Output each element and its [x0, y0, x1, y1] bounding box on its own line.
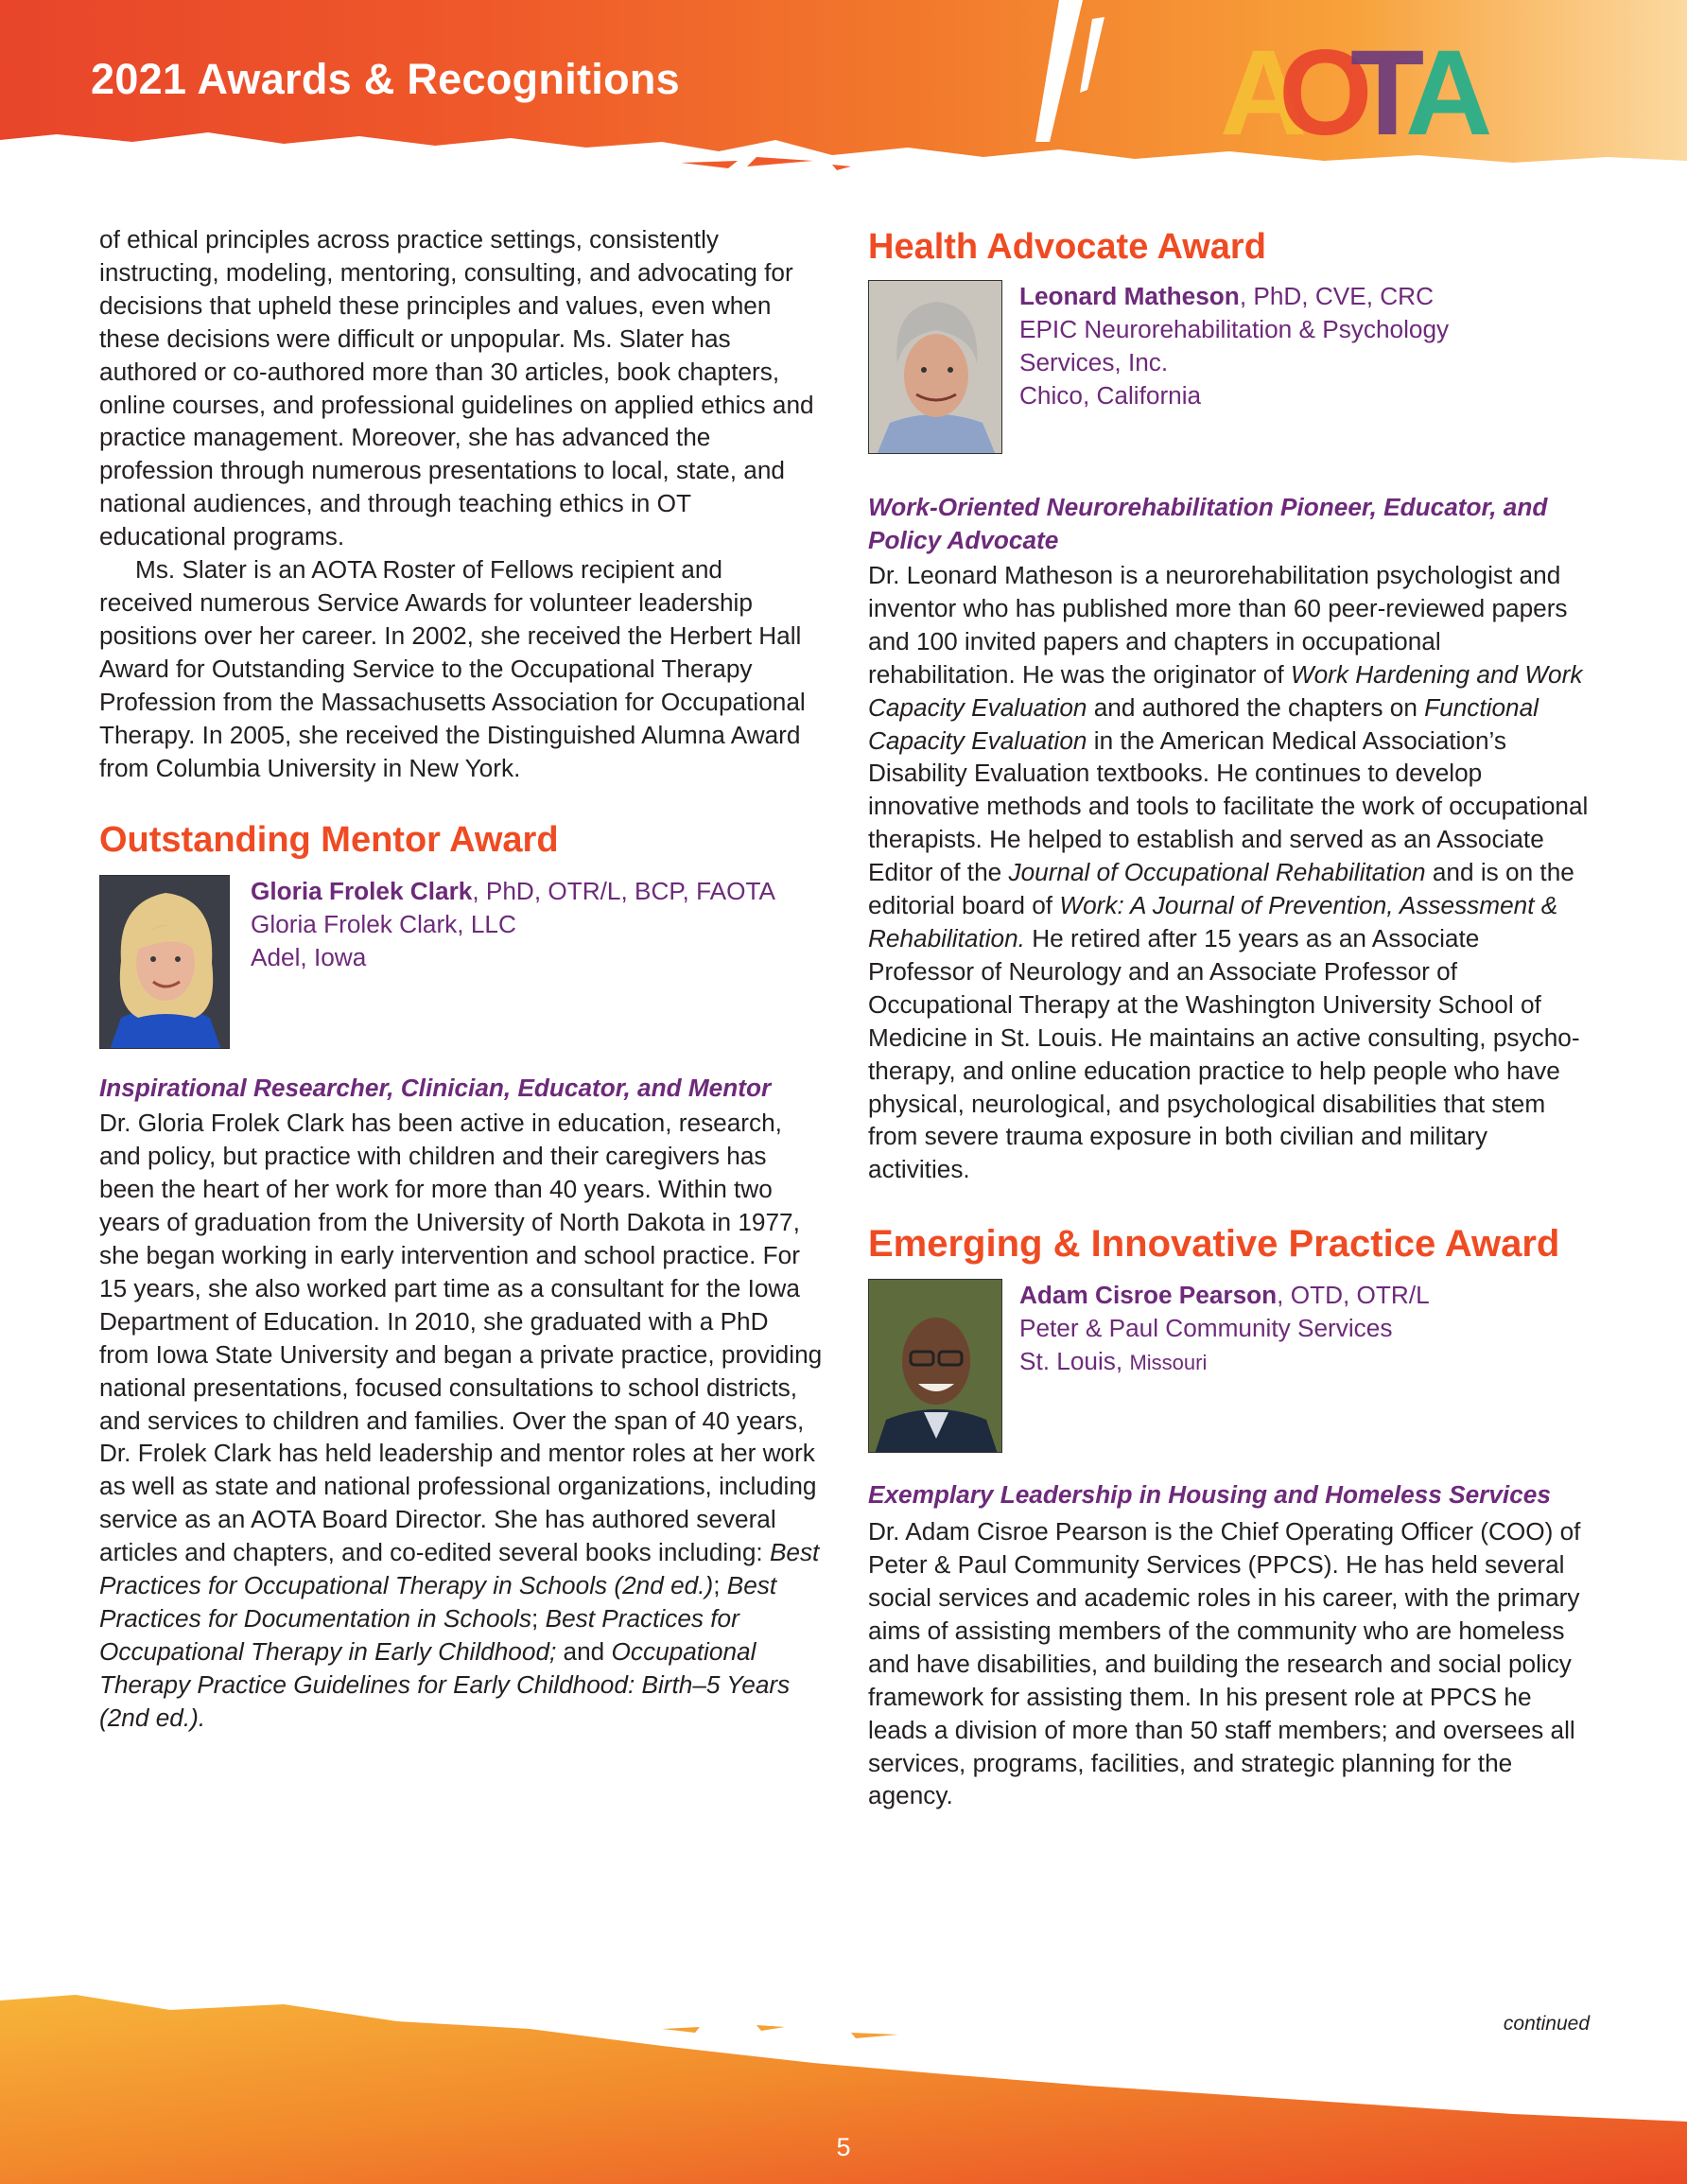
book-title-1: Best Practices for Occupational Therapy in Schools (2nd ed.) — [99, 1538, 820, 1600]
page-number: 5 — [836, 2133, 851, 2161]
health-recipient-block — [868, 280, 1591, 466]
slater-continuation-paragraph: of ethical principles across practice settings, consistently instructing, modeling, mentoring, consulting, and advocating for decisions that upheld these principles and values, even when these decisions were difficult or unpopular. Ms. Slater has authored or co-authored more than 30 articles, book chapters, online courses, and professional guidelines on applied ethics and practice management. Moreover, she has advanced the profession through numerous presentations to local, state, and national audiences, and through teaching ethics in OT educational programs. — [99, 225, 814, 551]
svg-text:O: O — [1278, 38, 1352, 142]
health-italic-2: Functional Capacity Evaluation — [868, 692, 1539, 755]
health-award-heading: Health Advocate Award — [868, 227, 1266, 267]
health-subheading: Work-Oriented Neurorehabilitation Pioneer, Educator, and Policy Advocate — [868, 493, 1548, 554]
slater-awards-paragraph: Ms. Slater is an AOTA Roster of Fellows recipient and received numerous Service Awards for volunteer leadership positions over her career. In 2002, she received the Herbert Hall Award for Outstanding Service to the Occupational Therapy Profession from the Massachusetts Association for Occupational Therapy. In 2005, she received the Distinguished Alumna Award from Columbia University in New York. — [99, 555, 806, 782]
adam-cisroe-pearson-photo — [868, 1279, 1002, 1453]
recipient-name: Gloria Frolek Clark — [251, 877, 473, 906]
leonard-matheson-photo — [868, 280, 1002, 454]
emerging-subheading: Exemplary Leadership in Housing and Homeless Services — [868, 1480, 1551, 1510]
svg-text:T: T — [1350, 38, 1404, 142]
page-title: 2021 Awards & Recognitions — [91, 55, 680, 103]
health-body-part-5: He retired after 15 years as an Associate Professor of Neurology and an Associate Professor of Occupational Therapy at the Washington University School of Medicine in St. Louis. He maintains an active consulting, psychotherapy, and online education practice to help people who have physical, neurological, and psychological disabilities that stem from severe trauma exposure in both civilian and military activities. — [868, 923, 1580, 1184]
emerging-award-heading: Emerging & Innovative Practice Award — [868, 1223, 1560, 1266]
book-title-2: Best Practices for Documentation in Schools — [99, 1571, 777, 1633]
mentor-subheading: Inspirational Researcher, Clinician, Educator, and Mentor — [99, 1074, 772, 1103]
svg-text:A: A — [1405, 38, 1472, 142]
book-separator-1: ; — [713, 1571, 727, 1600]
mentor-recipient-block — [99, 875, 823, 1059]
health-italic-1: Work Hardening and Work Capacity Evaluation — [868, 659, 1583, 722]
health-italic-4: Work: A Journal of Prevention, Assessment & Rehabilitation. — [868, 891, 1558, 952]
right-column — [868, 223, 1591, 1812]
emerging-body-text: Dr. Adam Cisroe Pearson is the Chief Operating Officer (COO) of Peter & Paul Community Services (PPCS). He has held several social services and academic roles in his career, with the primary aims of assisting members of the community who are homeless and have disabilities, and building the research and social policy framework for assisting them. In his present role at PPCS he leads a division of more than 50 staff members; and oversees all services, programs, facilities, and strategic planning for the agency. — [868, 1517, 1581, 1810]
recipient-organization-cont: Services, Inc. — [1019, 347, 1169, 376]
recipient-location: Chico, California — [1019, 380, 1202, 410]
book-title-3: Best Practices for Occupational Therapy in Early Childhood; — [99, 1604, 739, 1666]
recipient-organization: Gloria Frolek Clark, LLC — [251, 910, 516, 939]
health-body-part-2: and authored the chapters on — [1087, 692, 1425, 722]
health-italic-3: Journal of Occupational Rehabilitation — [1008, 858, 1426, 887]
mentor-award-heading: Outstanding Mentor Award — [99, 820, 559, 861]
mentor-body-main: Dr. Gloria Frolek Clark has been active in education, research, and policy, but practice with children and their caregivers has been the heart of her work for more than 40 years. Within two years of graduation from the University of North Dakota in 1977, she began working in early intervention and school practice. For 15 years, she also worked part time as a consultant for the Iowa Department of Education. In 2010, she graduated with a PhD from Iowa State University and began a private practice, providing national presentations, focused consultations to school districts, and services to children and families. Over the span of 40 years, Dr. Frolek Clark has held leadership and mentor roles at her work as well as state and national professional organizations, including service as an AOTA Board Director. She has authored several articles and chapters, and co-edited several books including: — [99, 1109, 823, 1567]
svg-text:A: A — [1220, 38, 1287, 142]
health-body-part-3: in the American Medical Association’s Disability Evaluation textbooks. He continues to develop innovative methods and tools to facilitate the work of occupational therapists. He helped to establish and served as an Associate Editor of the — [868, 725, 1589, 887]
book-separator-3: and — [556, 1636, 612, 1666]
left-column — [99, 223, 823, 1735]
recipient-credentials: , PhD, CVE, CRC — [1239, 282, 1434, 310]
gloria-frolek-clark-photo — [99, 875, 230, 1049]
aota-logo — [1220, 38, 1504, 142]
recipient-organization: Peter & Paul Community Services — [1019, 1314, 1393, 1343]
brush-stroke-decoration — [993, 0, 1116, 142]
continued-note: continued — [1503, 2013, 1590, 2035]
book-title-4: Occupational Therapy Practice Guidelines for Early Childhood: Birth–5 Years (2nd ed.). — [99, 1636, 791, 1732]
recipient-location: Adel, Iowa — [251, 943, 367, 972]
recipient-name: Adam Cisroe Pearson — [1019, 1281, 1278, 1310]
recipient-location-state: Missouri — [1129, 1351, 1208, 1375]
health-recipient-info — [1019, 280, 1449, 412]
recipient-credentials: , PhD, OTR/L, BCP, FAOTA — [472, 877, 775, 906]
recipient-organization: EPIC Neurorehabilitation & Psychology — [1019, 314, 1450, 343]
emerging-recipient-info — [1019, 1279, 1430, 1380]
recipient-name: Leonard Matheson — [1019, 282, 1240, 310]
book-separator-2: ; — [531, 1604, 546, 1633]
recipient-location-city: St. Louis, — [1019, 1347, 1130, 1376]
recipient-credentials: , OTD, OTR/L — [1277, 1281, 1430, 1310]
health-body-part-4: and is on the editorial board of — [868, 858, 1574, 920]
mentor-recipient-info — [251, 875, 775, 974]
health-body-part-1: Dr. Leonard Matheson is a neurorehabilitation psychologist and inventor who has published more than 60 peer-reviewed papers and 100 invited papers and chapters in occupational rehabilitation. He was the originator of — [868, 561, 1568, 689]
health-body-text — [868, 559, 1591, 1186]
mentor-body-text — [99, 1107, 823, 1734]
emerging-recipient-block — [868, 1279, 1591, 1465]
